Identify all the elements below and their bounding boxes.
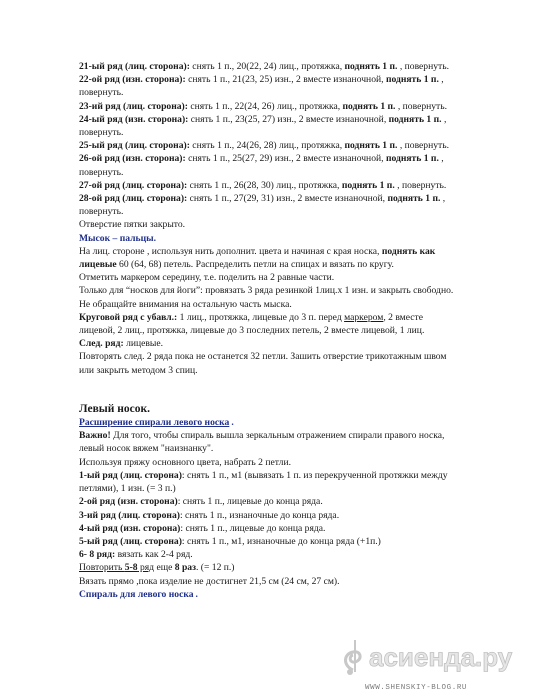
watermark-logo bbox=[339, 636, 529, 676]
left-row: 3-ий ряд (лиц. сторона): снять 1 п., изнаночные до конца ряда. bbox=[79, 509, 340, 521]
heel-row: 26-ой ряд (изн. сторона): снять 1 п., 25(27, 29) изн., 2 вместе изнаночной, поднять 1 п. , повернуть. bbox=[79, 153, 444, 178]
heel-row: 25-ый ряд (лиц. сторона): снять 1 п., 24(26, 28) лиц., протяжка, поднять 1 п. , повернуть. bbox=[79, 140, 449, 152]
heel-row: 24-ый ряд (изн. сторона): снять 1 п., 23(25, 27) изн., 2 вместе изнаночной, поднять 1 п. , повернуть. bbox=[79, 113, 447, 139]
left-row: 6- 8 ряд: вязать как 2-4 ряд. bbox=[79, 549, 193, 561]
toe-paragraph-4: Круговой ряд с убавл.: 1 лиц., протяжка, лицевые до 3 п. перед маркером, 2 вместе лицевой, 2 лиц., протяжка, лицевые до 3 последних петель, 2 вместе лицевой, 1 лиц. bbox=[79, 311, 425, 337]
cast-on-text: Используя пряжу основного цвета, набрать 2 петли. bbox=[79, 456, 291, 468]
clef-icon bbox=[346, 640, 361, 675]
toe-paragraph-5: След. ряд: лицевые. bbox=[79, 338, 164, 350]
toe-paragraph-6: Повторять след. 2 ряда пока не останется 32 петли. Зашить отверстие трикотажным швом или закрыть методом 3 спиц. bbox=[79, 351, 447, 376]
left-spiral-heading: Расширение спирали левого носка . bbox=[79, 417, 234, 429]
toe-paragraph-3: Только для “носков для йоги”: провязать 3 ряда резинкой 1лиц.х 1 изн. и закрыть свободно. Не обращайте внимания на остальную часть мыска. bbox=[79, 285, 454, 310]
left-row: 1-ый ряд (лиц. сторона): снять 1 п., м1 (вывязать 1 п. из перекрученной протяжки между петлями), 1 изн. (= 3 п.) bbox=[79, 469, 448, 495]
toe-heading: Мысок – пальцы. bbox=[79, 232, 157, 244]
marker-link: маркером bbox=[344, 311, 384, 323]
heel-row: 22-ой ряд (изн. сторона): снять 1 п., 21(23, 25) изн., 2 вместе изнаночной, поднять 1 п. , повернуть. bbox=[79, 74, 444, 99]
left-row: 5-ый ряд (лиц. сторона): снять 1 п., м1, изнаночные до конца ряда (+1п.) bbox=[79, 535, 381, 547]
heel-row: 21-ый ряд (лиц. сторона): снять 1 п., 20(22, 24) лиц., протяжка, поднять 1 п. , повернуть. bbox=[79, 61, 449, 72]
heel-rows bbox=[79, 60, 461, 218]
heel-row: 23-ий ряд (лиц. сторона): снять 1 п., 22(24, 26) лиц., протяжка, поднять 1 п. , повернуть. bbox=[79, 100, 448, 112]
left-row: 4-ый ряд (изн. сторона): снять 1 п., лицевые до конца ряда. bbox=[79, 522, 326, 534]
toe-paragraph-1: На лиц. стороне , используя нить дополнит. цвета и начиная с края носка, поднять как лицевые 60 (64, 68) петель. Распределить петли на спицах и вязать по кругу. bbox=[79, 245, 436, 271]
heel-row: 27-ой ряд (лиц. сторона): снять 1 п., 26(28, 30) лиц., протяжка, поднять 1 п. , повернуть. bbox=[79, 179, 447, 191]
toe-paragraph-2: Отметить маркером середину, т.е. поделить на 2 равные части. bbox=[79, 272, 335, 284]
watermark-logo-text: асиенда.ру bbox=[369, 642, 513, 672]
left-row: 2-ой ряд (изн. сторона): снять 1 п., лицевые до конца ряда. bbox=[79, 496, 323, 508]
heel-closed-text: Отверстие пятки закрыто. bbox=[79, 219, 186, 231]
document-body bbox=[79, 60, 461, 601]
important-note: Важно! Для того, чтобы спираль вышла зеркальным отражением спирали правого носка, левый носок вяжем "наизнанку". bbox=[79, 430, 445, 455]
heel-row: 28-ой ряд (лиц. сторона): снять 1 п., 27(29, 31) изн., 2 вместе изнаночной, поднять 1 п. , повернуть. bbox=[79, 193, 446, 218]
watermark-url: WWW.SHENSKIY-BLOG.RU bbox=[365, 684, 468, 692]
spiral-left-heading: Спираль для левого носка . bbox=[79, 588, 198, 600]
repeat-instruction: Повторить 5-8 ряд еще 8 раз. (= 12 п.) bbox=[79, 562, 235, 574]
straight-text: Вязать прямо ,пока изделие не достигнет 21,5 см (24 см, 27 см). bbox=[79, 575, 340, 587]
left-sock-title: Левый носок. bbox=[79, 402, 151, 415]
left-rows bbox=[79, 469, 461, 561]
